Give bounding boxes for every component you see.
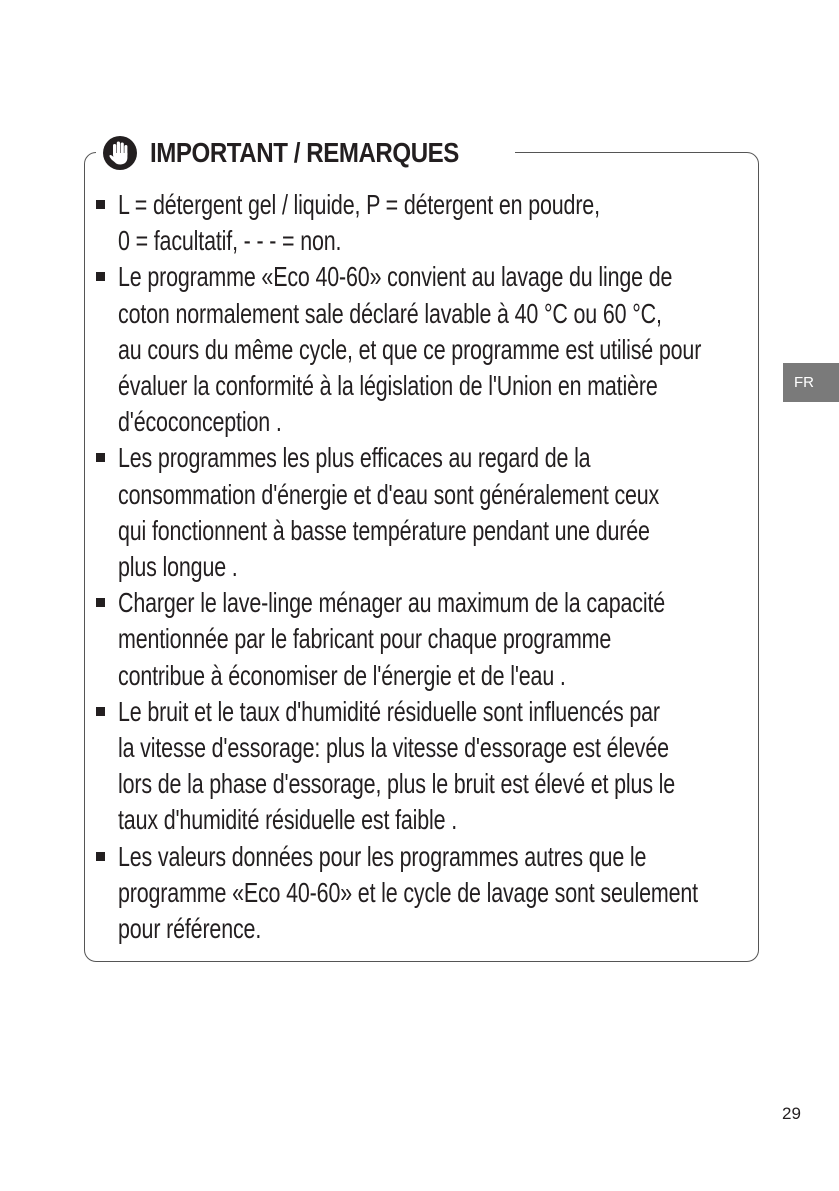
note-line: Les programmes les plus efficaces au regard de la	[118, 442, 591, 474]
note-line: évaluer la conformité à la législation de l'Union en matière	[118, 370, 658, 402]
page-number: 29	[782, 1104, 801, 1123]
note-line: contribue à économiser de l'énergie et de l'eau .	[118, 659, 566, 691]
note-line: taux d'humidité résiduelle est faible .	[118, 804, 458, 836]
note-item-eco-programme	[94, 259, 754, 440]
note-line: la vitesse d'essorage: plus la vitesse d'essorage est élevée	[118, 732, 669, 764]
notice-title: IMPORTANT / REMARQUES	[150, 137, 459, 168]
note-line: consommation d'énergie et d'eau sont généralement ceux	[118, 478, 660, 510]
note-item-full-load	[94, 585, 754, 694]
note-line: Le programme «Eco 40-60» convient au lavage du linge de	[118, 261, 673, 293]
language-tab: FR	[783, 363, 839, 402]
note-line: Charger le lave-linge ménager au maximum de la capacité	[118, 587, 666, 619]
note-line: Les valeurs données pour les programmes autres que le	[118, 840, 647, 872]
note-line: au cours du même cycle, et que ce programme est utilisé pour	[118, 333, 702, 365]
notes-list	[94, 187, 754, 947]
note-item-detergent-legend	[94, 187, 754, 259]
note-item-reference-values	[94, 839, 754, 948]
note-line: d'écoconception .	[118, 406, 282, 438]
note-line: lors de la phase d'essorage, plus le bruit est élevé et plus le	[118, 768, 676, 800]
note-line: plus longue .	[118, 551, 238, 583]
note-item-efficient-programmes	[94, 440, 754, 585]
note-line: programme «Eco 40-60» et le cycle de lavage sont seulement	[118, 876, 698, 908]
notice-header	[96, 132, 515, 174]
note-line: 0 = facultatif, - - - = non.	[118, 225, 342, 257]
note-item-noise-humidity	[94, 694, 754, 839]
stop-hand-icon	[102, 135, 138, 171]
note-line: Le bruit et le taux d'humidité résiduelle sont influencés par	[118, 695, 660, 727]
note-line: mentionnée par le fabricant pour chaque programme	[118, 623, 612, 655]
note-line: L = détergent gel / liquide, P = détergent en poudre,	[118, 189, 600, 220]
note-line: qui fonctionnent à basse température pendant une durée	[118, 514, 650, 546]
note-line: pour référence.	[118, 913, 262, 945]
note-line: coton normalement sale déclaré lavable à 40 °C ou 60 °C,	[118, 297, 662, 329]
